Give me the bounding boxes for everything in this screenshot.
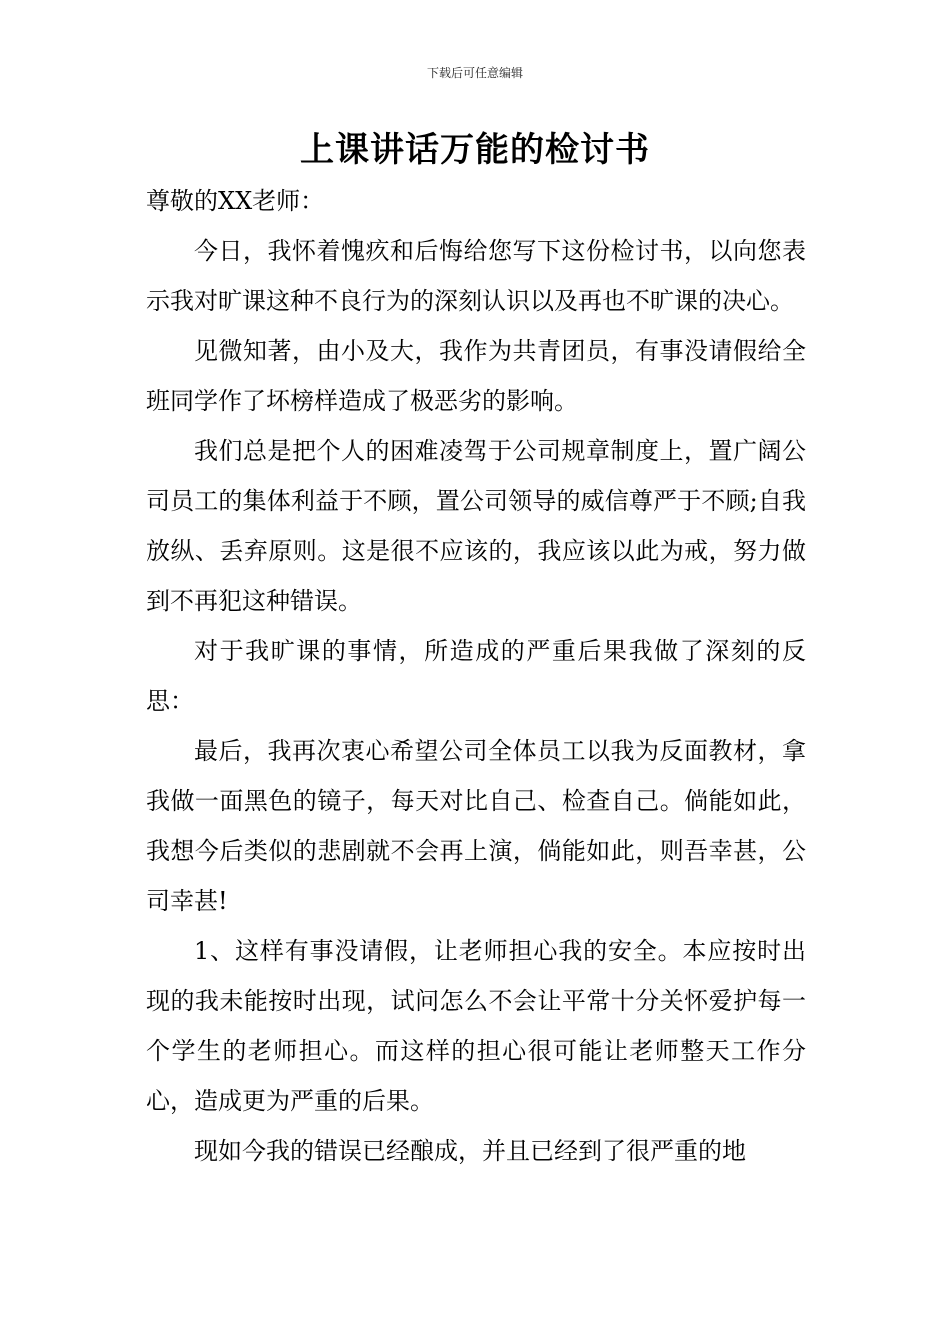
- paragraph-6: 1、这样有事没请假，让老师担心我的安全。本应按时出现的我未能按时出现，试问怎么不会让平常十分关怀爱护每一个学生的老师担心。而这样的担心很可能让老师整天工作分心，造成更为严重的后果。: [146, 937, 806, 1115]
- paragraph-3: 我们总是把个人的困难凌驾于公司规章制度上，置广阔公司员工的集体利益于不顾，置公司领导的威信尊严于不顾;自我放纵、丢弃原则。这是很不应该的，我应该以此为戒，努力做到不再犯这种错误。: [146, 437, 806, 615]
- document-title: 上课讲话万能的检讨书: [300, 130, 650, 170]
- paragraph-4: 对于我旷课的事情，所造成的严重后果我做了深刻的反思：: [146, 637, 806, 715]
- paragraph-7: 现如今我的错误已经酿成，并且已经到了很严重的地: [194, 1137, 746, 1165]
- document-body: [146, 176, 806, 1176]
- paragraph-1: 今日，我怀着愧疚和后悔给您写下这份检讨书，以向您表示我对旷课这种不良行为的深刻认识以及再也不旷课的决心。: [146, 237, 806, 315]
- salutation: 尊敬的XX老师：: [146, 187, 325, 215]
- paragraph-2: 见微知著，由小及大，我作为共青团员，有事没请假给全班同学作了坏榜样造成了极恶劣的影响。: [146, 337, 806, 415]
- paragraph-5: 最后，我再次衷心希望公司全体员工以我为反面教材，拿我做一面黑色的镜子，每天对比自己、检查自己。倘能如此，我想今后类似的悲剧就不会再上演，倘能如此，则吾幸甚，公司幸甚!: [146, 737, 806, 915]
- header-note: 下载后可任意编辑: [426, 66, 523, 80]
